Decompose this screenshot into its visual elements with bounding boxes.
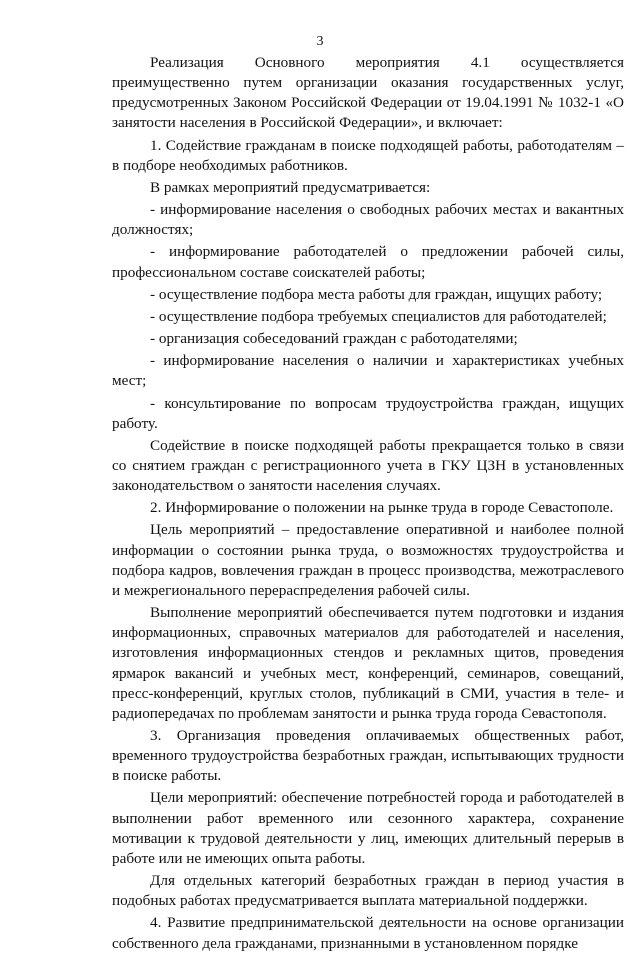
list-item-interviews: - организация собеседований граждан с работодателями;: [150, 330, 518, 348]
paragraph-item-2-execution: Выполнение мероприятий обеспечивается путем подготовки и издания информационных, справочных материалов для работодателей и населения, изготовления информационных стендов и рекламных щитов, проведения ярмарок вакансий и учебных мест, конференций, семинаров, совещаний, пресс-конференций, круглых столов, публикаций в СМИ, участия в теле- и радиопередачах по проблемам занятости и рынка труда города Севастополя.: [112, 604, 624, 722]
paragraph-item-4-heading: 4. Развитие предпринимательской деятельности на основе организации собственного дела гражданами, признанными в установленном порядке: [112, 914, 624, 952]
paragraph-item-2-heading: 2. Информирование о положении на рынке труда в городе Севастополе.: [150, 499, 614, 517]
list-item-consulting: - консультирование по вопросам трудоустройства граждан, ищущих работу.: [112, 394, 624, 432]
paragraph-assistance-termination: Содействие в поиске подходящей работы прекращается только в связи со снятием граждан с регистрационного учета в ГКУ ЦЗН в установленных законодательством о занятости населения случаях.: [112, 436, 624, 495]
list-item-vacancies-info: - информирование населения о свободных рабочих местах и вакантных должностях;: [112, 201, 624, 239]
list-item-training-places-info: - информирование населения о наличии и характеристиках учебных мест;: [112, 352, 624, 390]
document-body: [112, 53, 624, 956]
list-item-job-selection: - осуществление подбора места работы для граждан, ищущих работу;: [150, 285, 603, 303]
paragraph-item-1-heading: 1. Содействие гражданам в поиске подходящей работы, работодателям – в подборе необходимых работников.: [112, 136, 624, 174]
paragraph-item-3-goals: Цели мероприятий: обеспечение потребностей города и работодателей в выполнении работ временного или сезонного характера, сохранение мотивации к трудовой деятельности у лиц, имеющих длительный перерыв в работе или не имеющих опыта работы.: [112, 789, 624, 867]
list-item-employers-info: - информирование работодателей о предложении рабочей силы, профессиональном составе соискателей работы;: [112, 243, 624, 281]
paragraph-item-2-goal: Цель мероприятий – предоставление оперативной и наиболее полной информации о состоянии рынка труда, о возможностях трудоустройства и подбора кадров, вовлечения граждан в процесс производства, межотраслевого и межрегионального перераспределения рабочей силы.: [112, 521, 624, 599]
paragraph-measures-intro: В рамках мероприятий предусматривается:: [150, 178, 431, 196]
paragraph-material-support: Для отдельных категорий безработных граждан в период участия в подобных работах предусматривается выплата материальной поддержки.: [112, 872, 624, 910]
list-item-specialist-selection: - осуществление подбора требуемых специалистов для работодателей;: [150, 307, 607, 325]
paragraph-item-3-heading: 3. Организация проведения оплачиваемых общественных работ, временного трудоустройства безработных граждан, испытывающих трудности в поиске работы.: [112, 727, 624, 785]
paragraph-implementation-intro: Реализация Основного мероприятия 4.1 осуществляется преимущественно путем организации оказания государственных услуг, предусмотренных Законом Российской Федерации от 19.04.1991 № 1032-1 «О занятости населения в Российской Федерации», и включает:: [112, 54, 624, 132]
page-number: 3: [316, 34, 324, 49]
